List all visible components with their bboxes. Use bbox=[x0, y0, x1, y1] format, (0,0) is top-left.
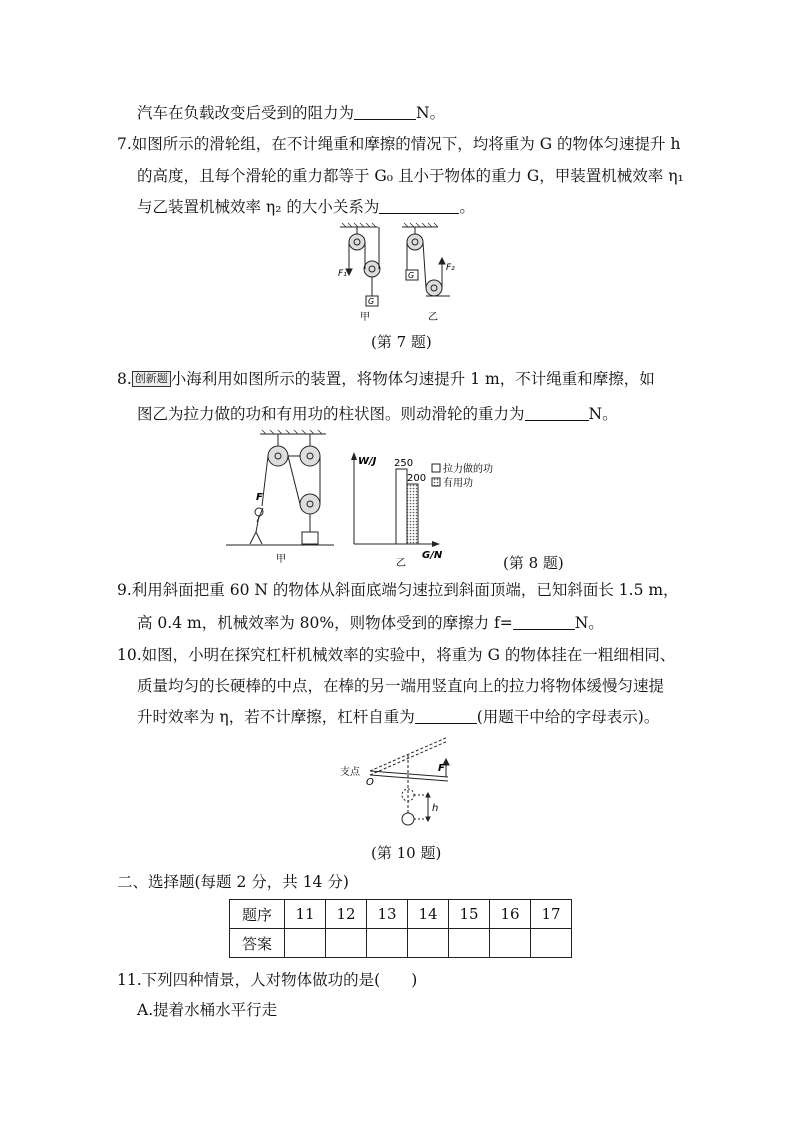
y-axis-arrow bbox=[351, 452, 357, 460]
answer-table-row2-label: 答案 bbox=[230, 929, 285, 958]
q8-caption: (第 8 题) bbox=[503, 554, 564, 572]
q7-pulley-figure bbox=[330, 222, 470, 322]
answer-cell[interactable] bbox=[367, 929, 408, 958]
x-axis-arrow bbox=[432, 541, 440, 547]
legend-swatch-useful bbox=[432, 478, 440, 486]
q9-line2-text: 高 0.4 m，机械效率为 80%，则物体受到的摩擦力 f= bbox=[137, 614, 513, 632]
legend-swatch-total bbox=[432, 464, 440, 472]
legend-useful-label: 有用功 bbox=[443, 478, 473, 489]
q8-line2-end: N。 bbox=[588, 405, 618, 423]
answer-table-row-numbers bbox=[230, 900, 572, 929]
answer-cell[interactable] bbox=[490, 929, 531, 958]
legend-total-label: 拉力做的功 bbox=[443, 464, 493, 475]
q9-line2-end: N。 bbox=[574, 614, 604, 632]
answer-table-number: 11 bbox=[285, 900, 326, 929]
q10-line3-text: 升时效率为 η，若不计摩擦，杠杆自重为 bbox=[137, 708, 415, 726]
q8-bar-chart bbox=[340, 448, 520, 573]
x-axis-label: G/N bbox=[422, 550, 443, 561]
q8-line1 bbox=[117, 369, 655, 389]
q7-line1: 7.如图所示的滑轮组，在不计绳重和摩擦的情况下，均将重为 G 的物体匀速提升 h bbox=[117, 135, 681, 153]
answer-table-row-answers bbox=[230, 929, 572, 958]
q8-answer-blank bbox=[525, 406, 589, 421]
force-f-label: F bbox=[438, 763, 445, 774]
answer-cell[interactable] bbox=[285, 929, 326, 958]
y-axis-label: W/J bbox=[358, 456, 377, 467]
q9-line2 bbox=[137, 613, 604, 633]
bar-total-work bbox=[396, 469, 407, 544]
q10-line2: 质量均匀的长硬棒的中点，在棒的另一端用竖直向上的拉力将物体缓慢匀速提 bbox=[137, 677, 665, 695]
answer-table-number: 15 bbox=[449, 900, 490, 929]
q10-line3 bbox=[137, 707, 659, 727]
q9-answer-blank bbox=[513, 615, 575, 630]
answer-cell[interactable] bbox=[531, 929, 572, 958]
answer-table-number: 13 bbox=[367, 900, 408, 929]
q10-answer-blank bbox=[415, 709, 477, 724]
q7-answer-blank bbox=[379, 199, 459, 214]
q7-line2: 的高度，且每个滑轮的重力都等于 G₀ 且小于物体的重力 G，甲装置机械效率 η₁ bbox=[137, 167, 684, 185]
q8-person-pulley-figure bbox=[226, 428, 336, 568]
answer-cell[interactable] bbox=[326, 929, 367, 958]
q10-line3-end: (用题干中给的字母表示)。 bbox=[476, 708, 660, 726]
q11-option-a: A.提着水桶水平行走 bbox=[137, 1001, 278, 1019]
q7-jia-label: 甲 bbox=[360, 312, 370, 322]
q11-stem: 11.下列四种情景，人对物体做功的是( ) bbox=[117, 971, 418, 989]
q7-line3-text: 与乙装置机械效率 η₂ 的大小关系为 bbox=[137, 198, 380, 216]
bar-value-label: 200 bbox=[407, 473, 427, 484]
q8-yi-label: 乙 bbox=[396, 558, 406, 569]
answer-table bbox=[229, 899, 572, 958]
answer-cell[interactable] bbox=[449, 929, 490, 958]
q8-line2 bbox=[137, 404, 618, 424]
q7-line3-end: 。 bbox=[459, 198, 475, 216]
q10-lever-figure bbox=[338, 733, 458, 833]
q7-f1-label: F₁ bbox=[338, 269, 347, 279]
innovation-tag-badge: 创新题 bbox=[132, 371, 171, 387]
q7-line3 bbox=[137, 197, 475, 217]
answer-table-number: 12 bbox=[326, 900, 367, 929]
bar-value-label: 250 bbox=[394, 458, 414, 469]
q7-caption: (第 7 题) bbox=[371, 333, 432, 351]
q7-g-label-jia: G bbox=[368, 297, 375, 306]
q7-f2-label: F₂ bbox=[446, 263, 455, 273]
q6-answer-blank bbox=[354, 105, 416, 120]
q9-line1: 9.利用斜面把重 60 N 的物体从斜面底端匀速拉到斜面顶端，已知斜面长 1.5 m， bbox=[117, 581, 679, 599]
pivot-o-label: O bbox=[366, 777, 374, 788]
bar-useful-work bbox=[407, 484, 418, 544]
q8-number: 8. bbox=[117, 370, 132, 388]
q10-caption: (第 10 题) bbox=[371, 844, 442, 862]
q6-tail-text: 汽车在负载改变后受到的阻力为 bbox=[137, 104, 355, 122]
q8-line1-text: 小海利用如图所示的装置，将物体匀速提升 1 m，不计绳重和摩擦，如 bbox=[170, 370, 655, 388]
height-h-label: h bbox=[432, 803, 439, 814]
q7-yi-label: 乙 bbox=[428, 312, 438, 322]
answer-table-row1-label: 题序 bbox=[230, 900, 285, 929]
q8-f-label: F bbox=[256, 492, 263, 503]
answer-table-number: 16 bbox=[490, 900, 531, 929]
q10-line1: 10.如图，小明在探究杠杆机械效率的实验中，将重为 G 的物体挂在一粗细相同、 bbox=[117, 646, 676, 664]
q6-tail-line bbox=[137, 103, 445, 123]
q7-g-label-yi: G bbox=[408, 271, 415, 280]
q8-line2-text: 图乙为拉力做的功和有用功的柱状图。则动滑轮的重力为 bbox=[137, 405, 525, 423]
pivot-label: 支点 bbox=[340, 767, 360, 778]
q8-jia-label: 甲 bbox=[276, 554, 286, 565]
answer-cell[interactable] bbox=[408, 929, 449, 958]
q6-unit: N。 bbox=[416, 104, 446, 122]
section2-title: 二、选择题(每题 2 分，共 14 分) bbox=[117, 873, 349, 891]
answer-table-number: 17 bbox=[531, 900, 572, 929]
answer-table-number: 14 bbox=[408, 900, 449, 929]
